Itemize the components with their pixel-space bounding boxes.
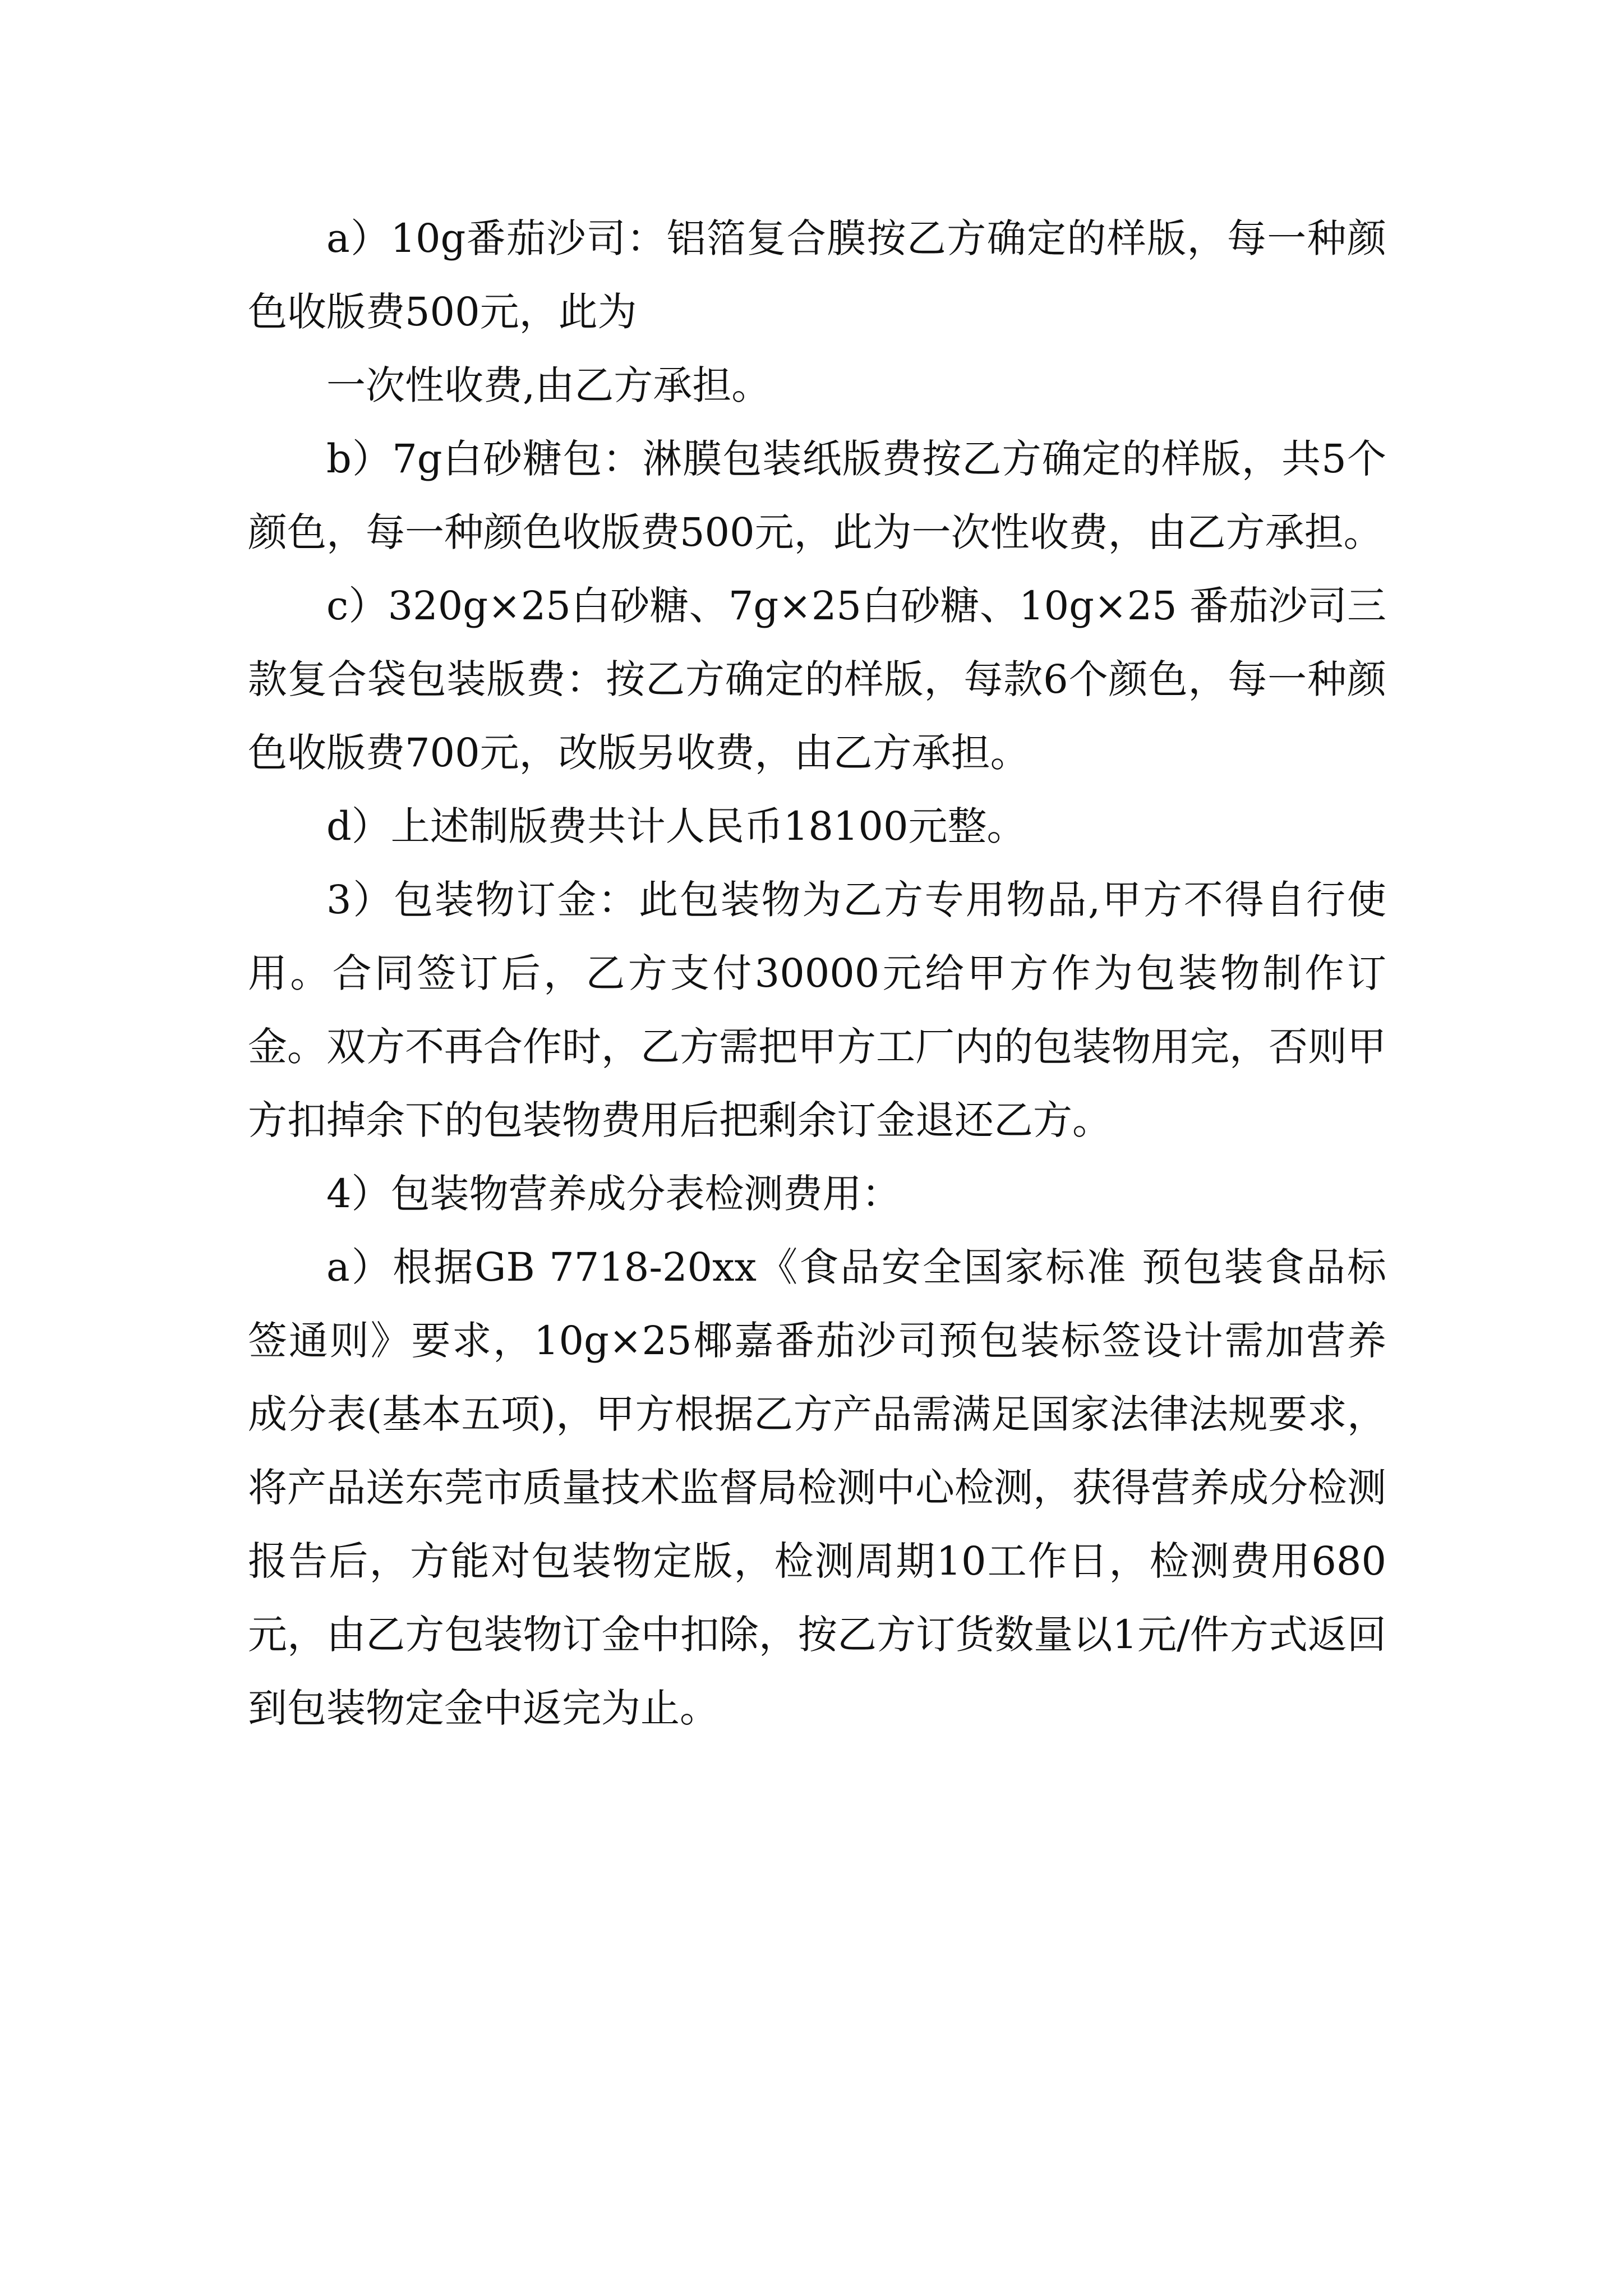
paragraph-d-total-plate-fee: d）上述制版费共计人民币18100元整。 [326, 803, 1026, 849]
document-body [248, 202, 1386, 1745]
paragraph-b-sugar-pack: b）7g白砂糖包：淋膜包装纸版费按乙方确定的样版，共5个颜色，每一种颜色收版费500元，此为一次性收费，由乙方承担。 [248, 436, 1386, 555]
paragraph-c-composite-bags: c）320g×25白砂糖、7g×25白砂糖、10g×25 番茄沙司三款复合袋包装版费：按乙方确定的样版，每款6个颜色，每一种颜色收版费700元，改版另收费，由乙方承担。 [248, 583, 1386, 776]
paragraph-a-tomato-sauce: a）10g番茄沙司：铝箔复合膜按乙方确定的样版，每一种颜色收版费500元，此为 [248, 215, 1386, 335]
paragraph-one-time-fee: 一次性收费,由乙方承担。 [326, 362, 771, 408]
paragraph-4a-gb7718: a）根据GB 7718-20xx《食品安全国家标准 预包装食品标签通则》要求，10g×25椰嘉番茄沙司预包装标签设计需加营养成分表(基本五项)，甲方根据乙方产品需满足国家法律法规要求，将产品送东莞市质量技术监督局检测中心检测，获得营养成分检测报告后，方能对包装物定版，检测周期10工作日，检测费用680元，由乙方包装物订金中扣除，按乙方订货数量以1元/件方式返回到包装物定金中返完为止。 [248, 1244, 1386, 1731]
paragraph-3-packaging-deposit: 3）包装物订金：此包装物为乙方专用物品,甲方不得自行使用。合同签订后，乙方支付30000元给甲方作为包装物制作订金。双方不再合作时，乙方需把甲方工厂内的包装物用完，否则甲方扣掉余下的包装物费用后把剩余订金退还乙方。 [248, 877, 1386, 1143]
paragraph-4-nutrition-testing: 4）包装物营养成分表检测费用： [326, 1171, 901, 1217]
